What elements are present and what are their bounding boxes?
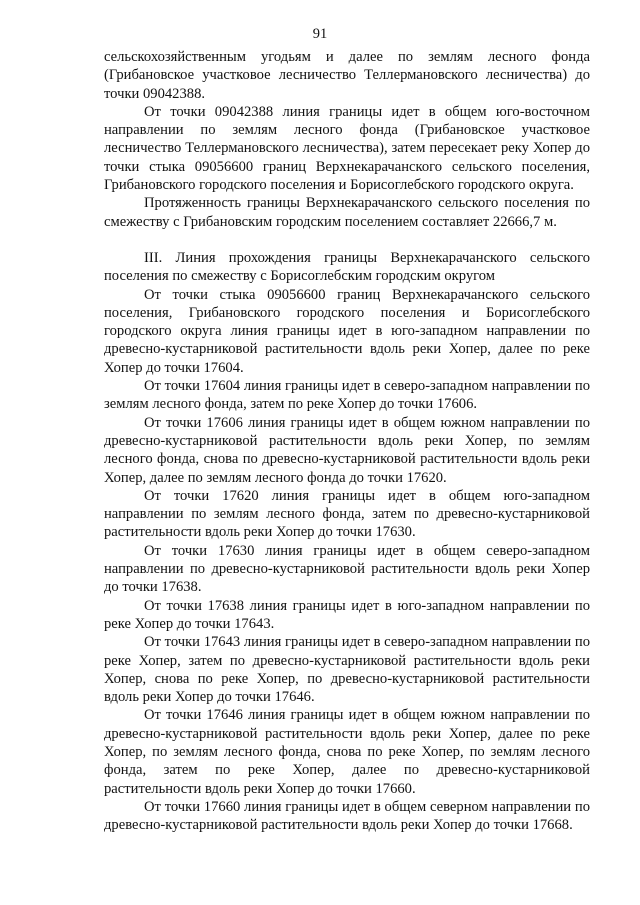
paragraph: От точки 17660 линия границы идет в общем северном направлении по древесно-кустарниковой растительности вдоль реки Хопер до точки 17668. [104,798,590,834]
paragraph: От точки 17646 линия границы идет в общем южном направлении по древесно-кустарниковой растительности вдоль реки Хопер, далее по реке Хопер, по землям лесного фонда, снова по реке Хопер, по землям лесного фонда, затем по реке Хопер, далее по древесно-кустарниковой растительности вдоль реки Хопер до точки 17660. [104,707,590,797]
paragraph: От точки 17630 линия границы идет в общем северо-западном направлении по древесно-кустарниковой растительности вдоль реки Хопер до точки 17638. [104,542,590,596]
document-body [104,48,590,834]
paragraph: От точки 17606 линия границы идет в общем южном направлении по древесно-кустарниковой растительности вдоль реки Хопер, по землям лесного фонда, снова по древесно-кустарниковой растительности вдоль реки Хопер, далее по землям лесного фонда до точки 17620. [104,414,590,486]
paragraph: От точки 17643 линия границы идет в северо-западном направлении по реке Хопер, затем по древесно-кустарниковой растительности вдоль реки Хопер, снова по реке Хопер, по древесно-кустарниковой растительности вдоль реки Хопер до точки 17646. [104,634,590,706]
paragraph: От точки 17638 линия границы идет в юго-западном направлении по реке Хопер до точки 17643. [104,597,590,632]
paragraph: сельскохозяйственным угодьям и далее по землям лесного фонда (Грибановское участковое лесничество Теллермановского лесничества) до точки 09042388. [104,49,590,102]
paragraph: От точки 09042388 линия границы идет в общем юго-восточном направлении по землям лесного фонда (Грибановское участковое лесничество Теллермановского лесничества), затем пересекает реку Хопер до точки стыка 09056600 границ Верхнекарачанского сельского поселения, Грибановского городского поселения и Борисоглебского городского округа. [104,103,590,194]
section-heading: III. Линия прохождения границы Верхнекарачанского сельского поселения по смежеству с Борисоглебским городским округом [104,249,590,285]
paragraph: От точки 17604 линия границы идет в северо-западном направлении по землям лесного фонда, затем по реке Хопер до точки 17606. [104,378,590,413]
paragraph: От точки стыка 09056600 границ Верхнекарачанского сельского поселения, Грибановского городского поселения и Борисоглебского городского округа линия границы идет в юго-западном направлении по древесно-кустарниковой растительности вдоль реки Хопер, далее по реке Хопер до точки 17604. [104,286,590,376]
paragraph: Протяженность границы Верхнекарачанского сельского поселения по смежеству с Грибановским городским поселением составляет 22666,7 м. [104,195,590,230]
paragraph: От точки 17620 линия границы идет в общем юго-западном направлении по землям лесного фонда, затем по древесно-кустарниковой растительности вдоль реки Хопер до точки 17630. [104,487,590,541]
page-number: 91 [312,26,328,42]
